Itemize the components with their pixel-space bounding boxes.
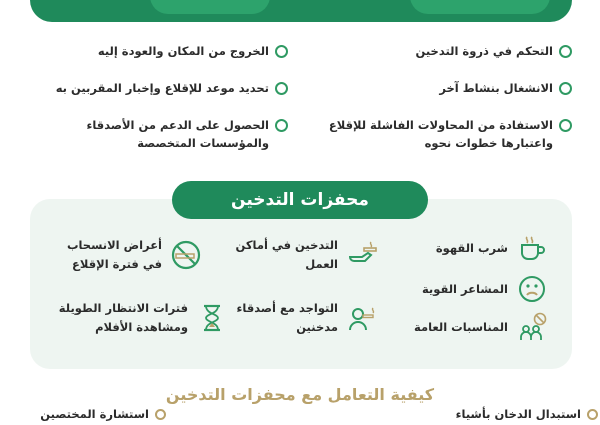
trigger-item: شرب القهوة <box>436 232 548 264</box>
friends-smoking-icon <box>346 302 378 334</box>
bullet-ring-icon <box>559 82 572 95</box>
bottom-item: استبدال الدخان بأشياء <box>456 407 598 421</box>
no-smoking-icon <box>170 239 202 271</box>
trigger-item: المشاعر القوية <box>422 273 548 305</box>
trigger-item: التواجد مع أصدقاء مدخنين <box>237 299 378 337</box>
tip-item: الانشغال بنشاط آخر <box>439 79 572 97</box>
sad-face-icon <box>516 273 548 305</box>
bullet-dot-icon <box>587 409 598 420</box>
banner-decoration <box>150 0 270 14</box>
group-no-smoking-icon <box>516 311 548 343</box>
banner-decoration <box>410 0 550 14</box>
tip-item: الاستفادة من المحاولات الفاشلة للإقلاع واعتبارها خطوات نحوه <box>329 116 572 152</box>
bullet-dot-icon <box>155 409 166 420</box>
bottom-item: استشارة المختصين <box>40 407 166 421</box>
trigger-item: أعراض الانسحاب في فترة الإقلاع <box>67 236 202 274</box>
coping-subtitle: كيفية التعامل مع محفزات التدخين <box>165 385 435 404</box>
bullet-ring-icon <box>275 45 288 58</box>
bullet-ring-icon <box>559 45 572 58</box>
bullet-ring-icon <box>559 119 572 132</box>
trigger-item: التدخين في أماكن العمل <box>235 236 378 274</box>
tip-item: الحصول على الدعم من الأصدقاء والمؤسسات المتخصصة <box>86 116 288 152</box>
section-title: محفزات التدخين <box>172 181 428 219</box>
hourglass-icon <box>196 302 228 334</box>
tip-item: تحديد موعد للإقلاع وإخبار المقربين به <box>56 79 288 97</box>
trigger-item: فترات الانتظار الطويلة ومشاهدة الأفلام <box>59 299 228 337</box>
tip-item: الخروج من المكان والعودة إليه <box>98 42 288 60</box>
tip-item: التحكم في ذروة التدخين <box>415 42 572 60</box>
coffee-cup-icon <box>516 232 548 264</box>
bullet-ring-icon <box>275 119 288 132</box>
header-banner <box>30 0 572 22</box>
trigger-item: المناسبات العامة <box>414 311 548 343</box>
smoking-hand-icon <box>346 239 378 271</box>
bullet-ring-icon <box>275 82 288 95</box>
